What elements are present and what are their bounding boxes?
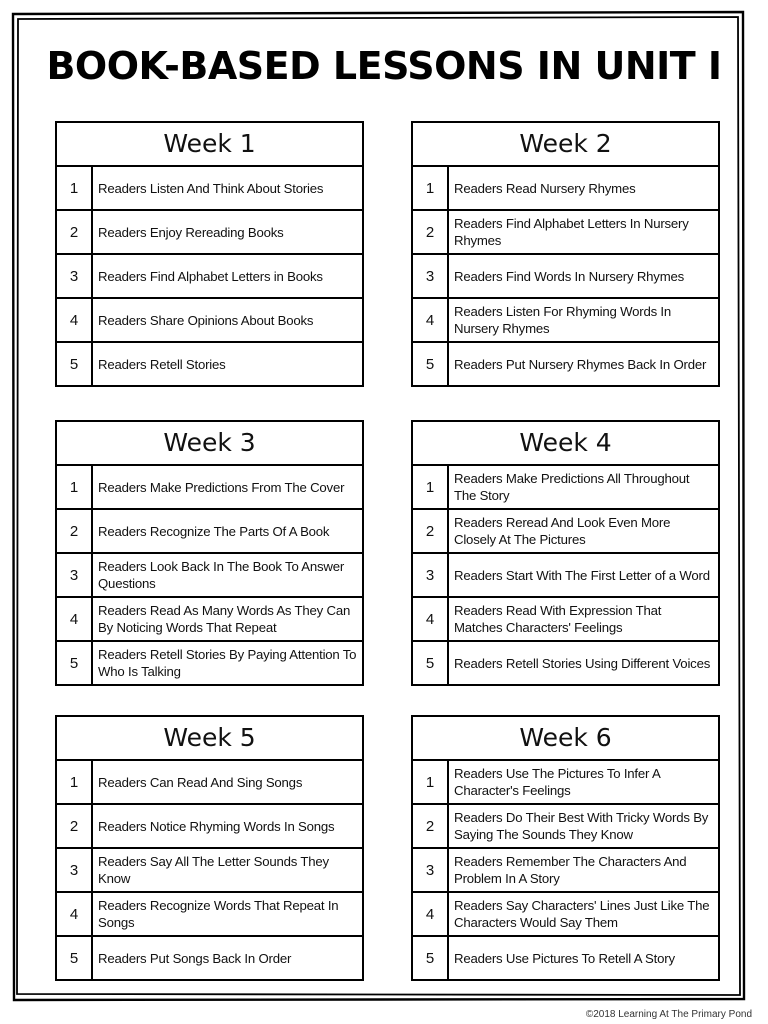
lesson-number: 1 xyxy=(57,761,93,803)
lesson-number: 2 xyxy=(413,805,449,847)
lesson-row xyxy=(57,642,362,684)
lesson-row xyxy=(413,761,718,805)
lesson-number: 4 xyxy=(413,598,449,640)
copyright-text: ©2018 Learning At The Primary Pond xyxy=(585,1009,752,1020)
lesson-title: Readers Find Alphabet Letters In Nursery Rhymes xyxy=(454,216,689,248)
lesson-number: 3 xyxy=(413,554,449,596)
lesson-title: Readers Say Characters' Lines Just Like The Characters Would Say Them xyxy=(454,898,710,930)
lesson-row xyxy=(413,893,718,937)
lesson-row xyxy=(413,642,718,684)
lesson-row xyxy=(413,255,718,299)
lesson-number: 2 xyxy=(57,805,93,847)
lesson-number: 3 xyxy=(57,554,93,596)
lesson-number: 3 xyxy=(413,255,449,297)
lesson-number: 3 xyxy=(57,255,93,297)
lesson-number: 2 xyxy=(57,510,93,552)
lesson-number: 4 xyxy=(413,893,449,935)
lesson-title: Readers Make Predictions All Throughout The Story xyxy=(454,471,690,503)
week-1-table xyxy=(55,121,364,387)
lesson-number: 4 xyxy=(413,299,449,341)
lesson-title: Readers Put Nursery Rhymes Back In Order xyxy=(454,356,707,372)
lesson-row xyxy=(57,805,362,849)
lesson-row xyxy=(413,805,718,849)
lesson-number: 4 xyxy=(57,893,93,935)
lesson-number: 1 xyxy=(413,167,449,209)
lesson-row xyxy=(57,510,362,554)
week-header: Week 2 xyxy=(413,123,718,167)
lesson-title: Readers Retell Stories By Paying Attention To Who Is Talking xyxy=(98,647,357,679)
week-header: Week 5 xyxy=(57,717,362,761)
lesson-title: Readers Can Read And Sing Songs xyxy=(98,774,303,790)
lesson-number: 1 xyxy=(57,167,93,209)
lesson-title: Readers Recognize Words That Repeat In Songs xyxy=(98,898,339,930)
lesson-row xyxy=(413,937,718,979)
week-header: Week 4 xyxy=(413,422,718,466)
lesson-title: Readers Read As Many Words As They Can By Noticing Words That Repeat xyxy=(98,603,351,635)
lesson-title: Readers Do Their Best With Tricky Words By Saying The Sounds They Know xyxy=(454,810,709,842)
lesson-number: 3 xyxy=(57,849,93,891)
lesson-row xyxy=(413,167,718,211)
lesson-title: Readers Listen And Think About Stories xyxy=(98,180,324,196)
lesson-title: Readers Find Words In Nursery Rhymes xyxy=(454,268,685,284)
lesson-row xyxy=(413,466,718,510)
lesson-title: Readers Read Nursery Rhymes xyxy=(454,180,636,196)
lesson-number: 5 xyxy=(57,642,93,684)
lesson-row xyxy=(57,343,362,385)
lesson-title: Readers Start With The First Letter of a Word xyxy=(454,567,710,583)
lesson-title: Readers Recognize The Parts Of A Book xyxy=(98,523,330,539)
lesson-title: Readers Use Pictures To Retell A Story xyxy=(454,950,675,966)
lesson-title: Readers Remember The Characters And Problem In A Story xyxy=(454,854,687,886)
lesson-row xyxy=(57,466,362,510)
lesson-title: Readers Read With Expression That Matches Characters' Feelings xyxy=(454,603,662,635)
lesson-row xyxy=(57,849,362,893)
lesson-number: 2 xyxy=(413,510,449,552)
lesson-number: 1 xyxy=(57,466,93,508)
lesson-number: 3 xyxy=(413,849,449,891)
lesson-row xyxy=(413,598,718,642)
page-title: BOOK-BASED LESSONS IN UNIT I xyxy=(46,44,722,88)
lesson-row xyxy=(413,343,718,385)
lesson-number: 1 xyxy=(413,466,449,508)
week-5-table xyxy=(55,715,364,981)
lesson-title: Readers Listen For Rhyming Words In Nursery Rhymes xyxy=(454,304,672,336)
lesson-row xyxy=(57,211,362,255)
lesson-title: Readers Enjoy Rereading Books xyxy=(98,224,284,240)
lesson-row xyxy=(57,255,362,299)
lesson-title: Readers Share Opinions About Books xyxy=(98,312,314,328)
lesson-row xyxy=(57,937,362,979)
lesson-title: Readers Make Predictions From The Cover xyxy=(98,479,345,495)
lesson-row xyxy=(57,554,362,598)
lesson-row xyxy=(413,211,718,255)
lesson-title: Readers Retell Stories xyxy=(98,356,226,372)
lesson-title: Readers Notice Rhyming Words In Songs xyxy=(98,818,335,834)
lesson-number: 2 xyxy=(57,211,93,253)
lesson-title: Readers Say All The Letter Sounds They Know xyxy=(98,854,329,886)
week-4-table xyxy=(411,420,720,686)
lesson-number: 5 xyxy=(57,343,93,385)
lesson-row xyxy=(57,598,362,642)
lesson-title: Readers Put Songs Back In Order xyxy=(98,950,292,966)
week-3-table xyxy=(55,420,364,686)
lesson-number: 5 xyxy=(413,937,449,979)
week-6-table xyxy=(411,715,720,981)
lesson-number: 4 xyxy=(57,598,93,640)
week-2-table xyxy=(411,121,720,387)
lesson-number: 5 xyxy=(57,937,93,979)
lesson-row xyxy=(57,299,362,343)
lesson-number: 2 xyxy=(413,211,449,253)
lesson-number: 1 xyxy=(413,761,449,803)
lesson-number: 5 xyxy=(413,343,449,385)
lesson-number: 5 xyxy=(413,642,449,684)
lesson-row xyxy=(413,849,718,893)
lesson-title: Readers Retell Stories Using Different Voices xyxy=(454,655,711,671)
lesson-title: Readers Reread And Look Even More Closely At The Pictures xyxy=(454,515,671,547)
lesson-row xyxy=(57,167,362,211)
lesson-row xyxy=(413,299,718,343)
lesson-row xyxy=(57,893,362,937)
lesson-row xyxy=(413,510,718,554)
week-header: Week 3 xyxy=(57,422,362,466)
week-header: Week 6 xyxy=(413,717,718,761)
week-header: Week 1 xyxy=(57,123,362,167)
lesson-title: Readers Use The Pictures To Infer A Character's Feelings xyxy=(454,766,660,798)
lesson-row xyxy=(57,761,362,805)
lesson-row xyxy=(413,554,718,598)
lesson-number: 4 xyxy=(57,299,93,341)
lesson-title: Readers Find Alphabet Letters in Books xyxy=(98,268,323,284)
lesson-title: Readers Look Back In The Book To Answer Questions xyxy=(98,559,345,591)
